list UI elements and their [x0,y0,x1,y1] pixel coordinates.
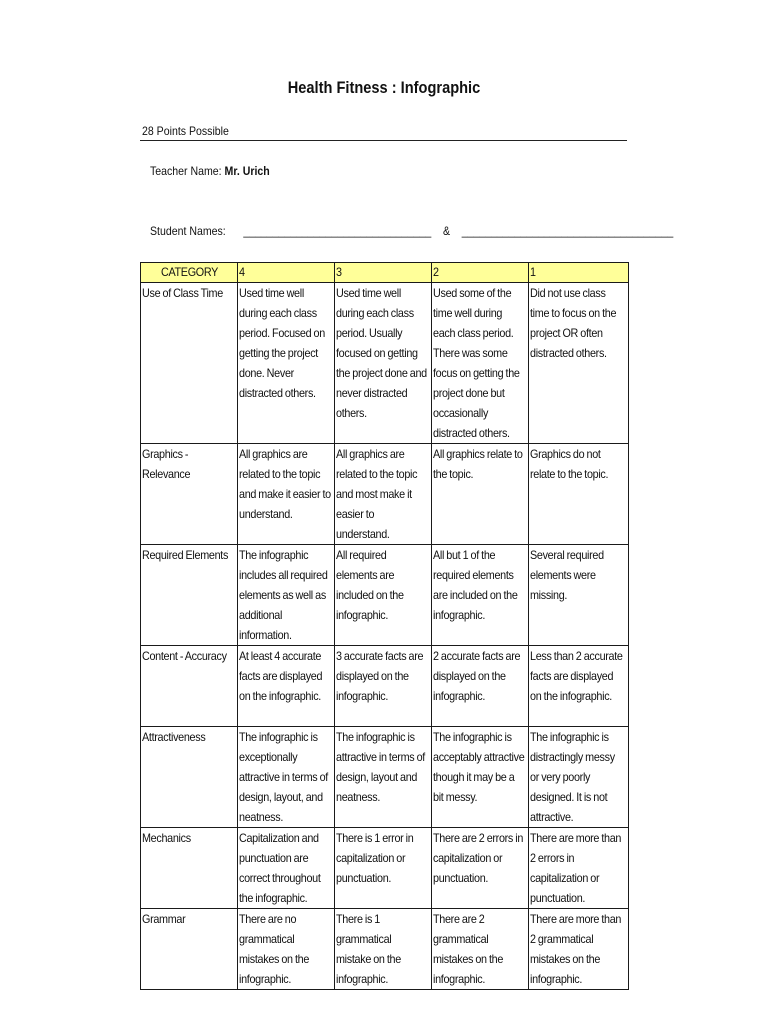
column-header-1: 1 [529,263,629,283]
table-row [141,545,629,646]
table-row [141,909,629,990]
score-cell: There are 2 errors in capitalization or punctuation. [432,828,529,909]
score-cell: Less than 2 accurate facts are displayed on the infographic. [529,646,629,727]
score-cell: All graphics relate to the topic. [432,444,529,545]
category-cell: Content - Accuracy [141,646,238,727]
table-row [141,646,629,727]
score-cell: The infographic is distractingly messy or very poorly designed. It is not attractive. [529,727,629,828]
table-row [141,283,629,444]
score-cell: Used time well during each class period. Focused on getting the project done. Never distracted others. [238,283,335,444]
teacher-name: Mr. Urich [224,164,270,178]
category-cell: Grammar [141,909,238,990]
table-row [141,727,629,828]
score-cell: Did not use class time to focus on the project OR often distracted others. [529,283,629,444]
score-cell: There are more than 2 errors in capitalization or punctuation. [529,828,629,909]
teacher-label: Teacher Name: [150,164,225,178]
score-cell: There are 2 grammatical mistakes on the infographic. [432,909,529,990]
category-cell: Required Elements [141,545,238,646]
score-cell: All required elements are included on the infographic. [335,545,432,646]
column-header-category: CATEGORY [141,263,238,283]
rubric-header-row [141,263,629,283]
column-header-3: 3 [335,263,432,283]
teacher-line [150,164,270,178]
score-cell: Graphics do not relate to the topic. [529,444,629,545]
score-cell: There are more than 2 grammatical mistakes on the infographic. [529,909,629,990]
score-cell: All graphics are related to the topic and most make it easier to understand. [335,444,432,545]
divider [140,140,627,141]
column-header-4: 4 [238,263,335,283]
score-cell: 2 accurate facts are displayed on the infographic. [432,646,529,727]
score-cell: Used time well during each class period. Usually focused on getting the project done and never distracted others. [335,283,432,444]
score-cell: There is 1 grammatical mistake on the infographic. [335,909,432,990]
score-cell: At least 4 accurate facts are displayed on the infographic. [238,646,335,727]
score-cell: Capitalization and punctuation are correct throughout the infographic. [238,828,335,909]
rubric-table [140,262,629,990]
category-cell: Mechanics [141,828,238,909]
score-cell: Used some of the time well during each class period. There was some focus on getting the project done but occasionally distracted others. [432,283,529,444]
category-cell: Use of Class Time [141,283,238,444]
score-cell: The infographic is attractive in terms of design, layout and neatness. [335,727,432,828]
score-cell: The infographic includes all required elements as well as additional information. [238,545,335,646]
table-row [141,828,629,909]
score-cell: 3 accurate facts are displayed on the infographic. [335,646,432,727]
score-cell: All graphics are related to the topic and make it easier to understand. [238,444,335,545]
table-row [141,444,629,545]
student-names-line: Student Names: ________________________________ & ____________________________________ [150,224,674,238]
points-possible: 28 Points Possible [142,124,229,138]
score-cell: The infographic is exceptionally attractive in terms of design, layout, and neatness. [238,727,335,828]
score-cell: The infographic is acceptably attractive though it may be a bit messy. [432,727,529,828]
score-cell: There is 1 error in capitalization or punctuation. [335,828,432,909]
score-cell: All but 1 of the required elements are included on the infographic. [432,545,529,646]
page-title: Health Fitness : Infographic [287,78,481,97]
category-cell: Graphics - Relevance [141,444,238,545]
score-cell: There are no grammatical mistakes on the infographic. [238,909,335,990]
score-cell: Several required elements were missing. [529,545,629,646]
column-header-2: 2 [432,263,529,283]
category-cell: Attractiveness [141,727,238,828]
